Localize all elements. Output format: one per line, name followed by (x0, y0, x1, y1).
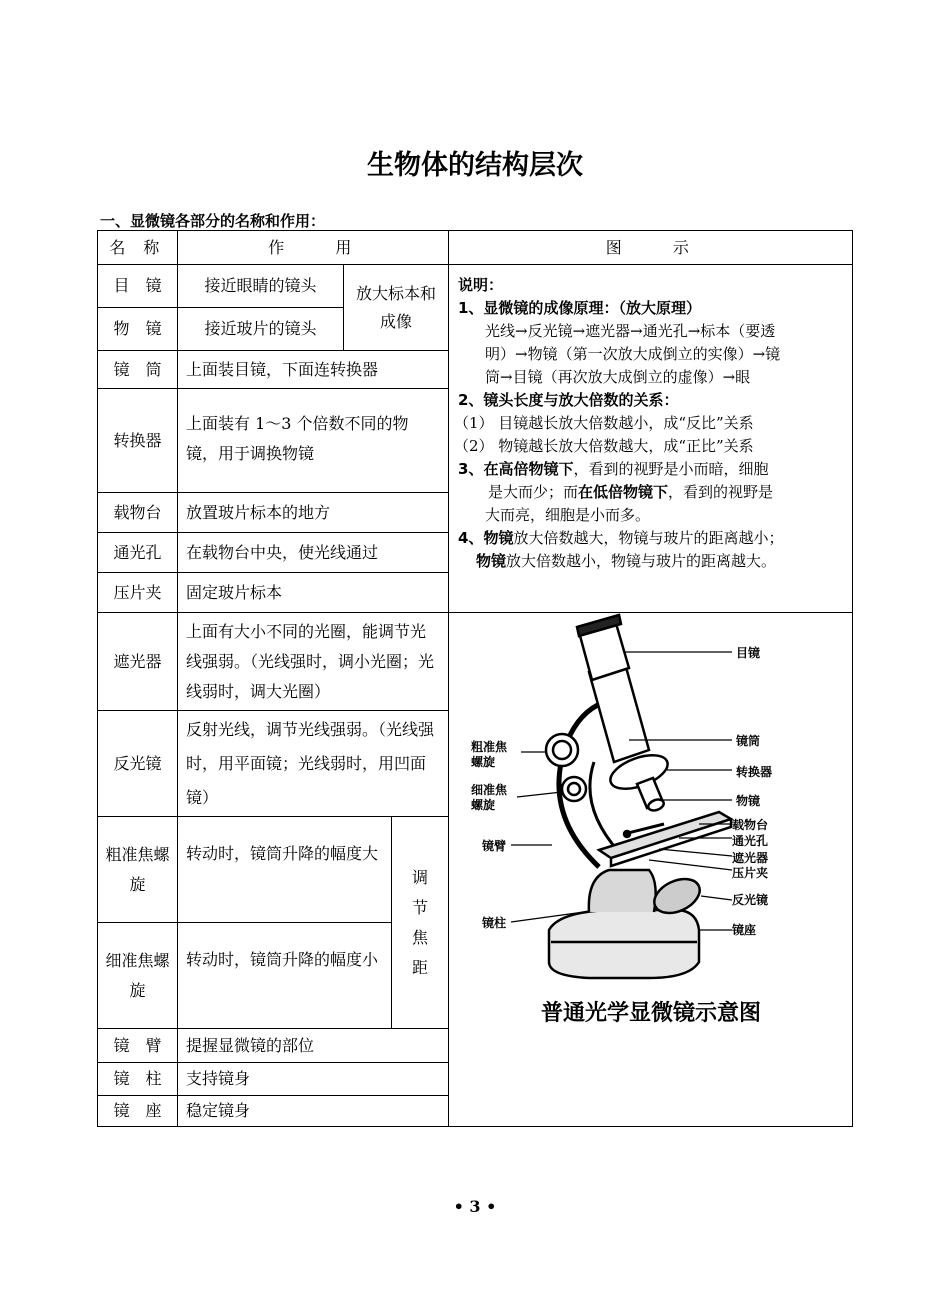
notes-panel (449, 264, 852, 612)
label-base: 镜座 (732, 923, 757, 937)
part-function: 上面有大小不同的光圈，能调节光线强弱。（光线强时，调小光圈；光线弱时，调大光圈） (178, 612, 449, 710)
part-name: 镜 臂 (98, 1028, 178, 1062)
note-3-cont: 是大而少；而在低倍物镜下，看到的视野是 (488, 483, 774, 501)
part-name: 载物台 (98, 492, 178, 532)
part-function: 上面装目镜，下面连转换器 (178, 350, 449, 388)
part-name: 粗准焦螺 旋 (98, 816, 178, 922)
label-clip: 压片夹 (732, 866, 769, 880)
label-coarse-knob: 螺旋 (471, 755, 496, 769)
note-1-line: 光线→反光镜→遮光器→通光孔→标本（要透 (485, 322, 776, 340)
note-3-cont: 大而亮，细胞是小而多。 (485, 506, 651, 524)
part-name: 目 镜 (98, 264, 178, 307)
note-1-title: 1、显微镜的成像原理：（放大原理） (458, 299, 701, 317)
note-2-title: 2、镜头长度与放大倍数的关系： (458, 391, 679, 409)
merged-magnify: 放大标本和成像 (344, 264, 449, 350)
part-name: 镜 柱 (98, 1062, 178, 1095)
label-fine-knob: 细准焦 (471, 783, 508, 797)
note-2-item: （1） 目镜越长放大倍数越小，成“反比”关系 (454, 414, 754, 432)
microscope-diagram (449, 612, 853, 992)
label-nosepiece: 转换器 (736, 765, 773, 779)
part-function: 反射光线，调节光线强弱。（光线强时，用平面镜；光线弱时，用凹面镜） (178, 710, 449, 816)
part-name: 遮光器 (98, 612, 178, 710)
part-name: 通光孔 (98, 532, 178, 572)
note-4: 4、物镜放大倍数越大，物镜与玻片的距离越小； (458, 529, 784, 547)
merged-focus: 调节焦距 (392, 816, 449, 1028)
part-name: 物 镜 (98, 307, 178, 350)
label-tube: 镜筒 (736, 734, 761, 748)
part-name: 镜 座 (98, 1095, 178, 1126)
part-name: 转换器 (98, 388, 178, 492)
part-function: 上面装有 1～3 个倍数不同的物镜，用于调换物镜 (178, 388, 449, 492)
page-number: • 3 • (453, 1197, 497, 1216)
diagram-caption: 普通光学显微镜示意图 (540, 1001, 761, 1026)
part-function: 提握显微镜的部位 (178, 1028, 449, 1062)
label-fine-knob: 螺旋 (471, 798, 496, 812)
header-name: 名 称 (98, 231, 178, 264)
note-1-line: 明）→物镜（第一次放大成倒立的实像）→镜 (485, 345, 781, 363)
part-name: 镜 筒 (98, 350, 178, 388)
part-name: 压片夹 (98, 572, 178, 612)
header-diagram: 图 示 (605, 237, 696, 257)
part-function: 转动时，镜筒升降的幅度大 (178, 816, 392, 922)
part-function: 接近玻片的镜头 (178, 307, 344, 350)
label-diaphragm: 遮光器 (732, 851, 769, 865)
label-mirror: 反光镜 (732, 893, 769, 907)
label-objective: 物镜 (736, 794, 761, 808)
label-stage: 载物台 (732, 818, 769, 832)
note-4-cont: 物镜放大倍数越小，物镜与玻片的距离越大。 (476, 552, 777, 570)
label-pillar: 镜柱 (482, 916, 507, 930)
label-coarse-knob: 粗准焦 (471, 740, 508, 754)
notes-heading: 说明： (458, 276, 504, 294)
part-name: 细准焦螺 旋 (98, 922, 178, 1028)
part-name: 反光镜 (98, 710, 178, 816)
part-function: 转动时，镜筒升降的幅度小 (178, 922, 392, 1028)
note-2-item: （2） 物镜越长放大倍数越大，成“正比”关系 (454, 437, 754, 455)
note-3: 3、在高倍物镜下，看到的视野是小而暗，细胞 (458, 460, 769, 478)
part-function: 固定玻片标本 (178, 572, 449, 612)
part-function: 稳定镜身 (178, 1095, 449, 1126)
part-function: 支持镜身 (178, 1062, 449, 1095)
page-title: 生物体的结构层次 (367, 150, 583, 181)
part-function: 在载物台中央，使光线通过 (178, 532, 449, 572)
label-aperture: 通光孔 (732, 834, 769, 848)
part-function: 放置玻片标本的地方 (178, 492, 449, 532)
section-heading: 一、显微镜各部分的名称和作用： (100, 212, 326, 230)
label-arm: 镜臂 (482, 839, 507, 853)
header-function: 作 用 (178, 231, 449, 264)
note-1-line: 筒→目镜（再次放大成倒立的虚像）→眼 (485, 368, 751, 386)
part-function: 接近眼睛的镜头 (178, 264, 344, 307)
label-eyepiece: 目镜 (736, 646, 761, 660)
